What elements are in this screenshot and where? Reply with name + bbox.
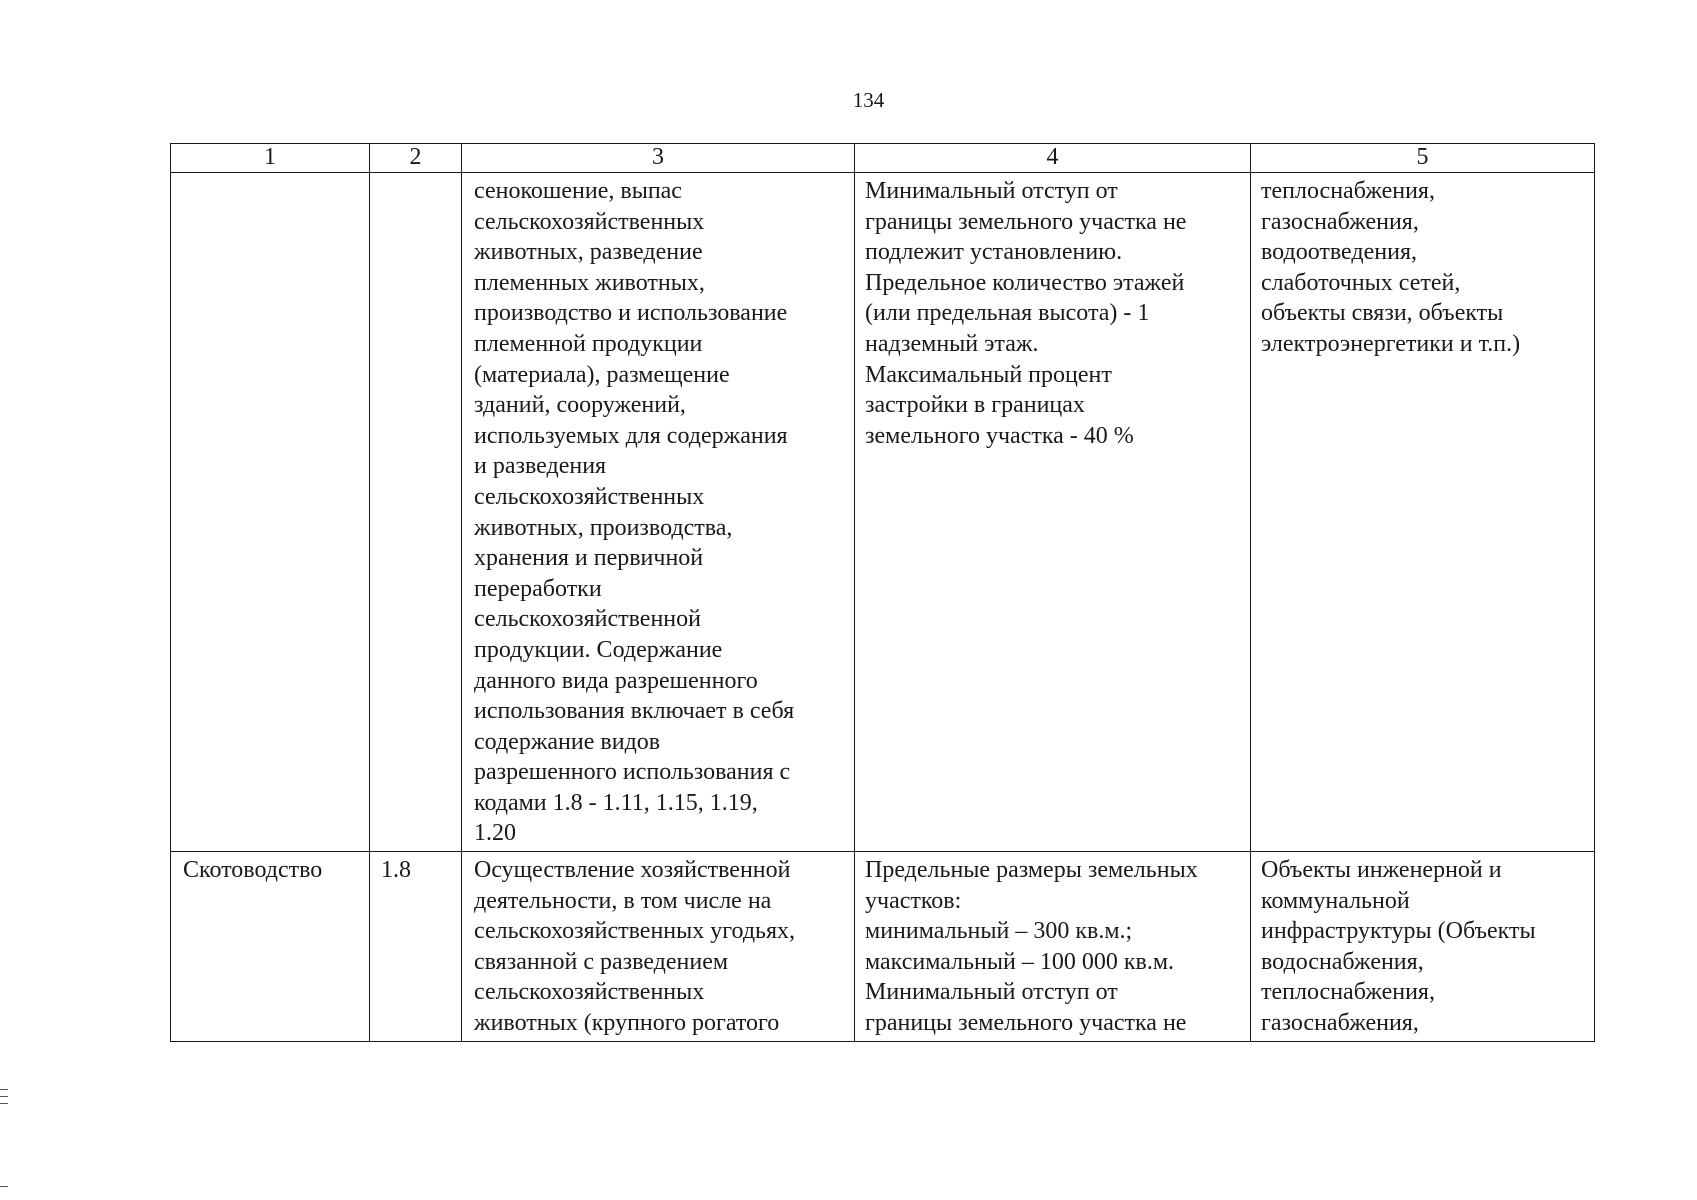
- column-header-3: 3: [462, 144, 855, 173]
- column-header-4: 4: [855, 144, 1251, 173]
- related-objects-cell: [1251, 173, 1595, 852]
- scan-edge-mark: [0, 1089, 8, 1090]
- use-name-cell: [171, 173, 370, 852]
- table-header-row: [171, 144, 1595, 173]
- land-use-table: [170, 143, 1595, 1042]
- use-code: [370, 173, 461, 178]
- column-header-2: 2: [370, 144, 462, 173]
- related-objects: теплоснабжения, газоснабжения, водоотведения, слаботочных сетей, объекты связи, объекты электроэнергетики и т.п.): [1261, 178, 1521, 357]
- table-row: [171, 173, 1595, 852]
- scan-edge-mark: [0, 1103, 8, 1104]
- use-code-cell: [370, 852, 462, 1042]
- use-description-cell: [462, 852, 855, 1042]
- use-description-cell: [462, 173, 855, 852]
- related-objects: Объекты инженерной и коммунальной инфраструктуры (Объекты водоснабжения, теплоснабжения, газоснабжения,: [1261, 857, 1536, 1037]
- scan-edge-mark: [0, 1186, 8, 1187]
- use-name-cell: [171, 852, 370, 1042]
- scan-edge-mark: [0, 1096, 8, 1097]
- parameters-cell: [855, 173, 1251, 852]
- page-number: 134: [852, 88, 885, 112]
- table-row: [171, 852, 1595, 1042]
- use-code-cell: [370, 173, 462, 852]
- parameters: Предельные размеры земельных участков: минимальный – 300 кв.м.; максимальный – 100 000 кв.м. Минимальный отступ от границы земельного участка не: [865, 857, 1198, 1037]
- use-description: сенокошение, выпас сельскохозяйственных животных, разведение племенных животных, производство и использование племенной продукции (материала), размещение зданий, сооружений, используемых для содержания и разведения сельскохозяйственных животных, производства, хранения и первичной переработки сельскохозяйственной продукции. Содержание данного вида разрешенного использования включает в себя содержание видов разрешенного использования с кодами 1.8 - 1.11, 1.15, 1.19, 1.20: [474, 178, 795, 847]
- parameters: Минимальный отступ от границы земельного участка не подлежит установлению. Предельное количество этажей (или предельная высота) - 1 надземный этаж. Максимальный процент застройки в границах земельного участка - 40 %: [865, 178, 1187, 449]
- use-name: Скотоводство: [183, 857, 323, 884]
- parameters-cell: [855, 852, 1251, 1042]
- use-description: Осуществление хозяйственной деятельности, в том числе на сельскохозяйственных угодьях, связанной с разведением сельскохозяйственных животных (крупного рогатого: [474, 857, 796, 1037]
- column-header-5: 5: [1251, 144, 1595, 173]
- use-name: [171, 173, 369, 178]
- use-code: 1.8: [381, 857, 411, 884]
- column-header-1: 1: [171, 144, 370, 173]
- related-objects-cell: [1251, 852, 1595, 1042]
